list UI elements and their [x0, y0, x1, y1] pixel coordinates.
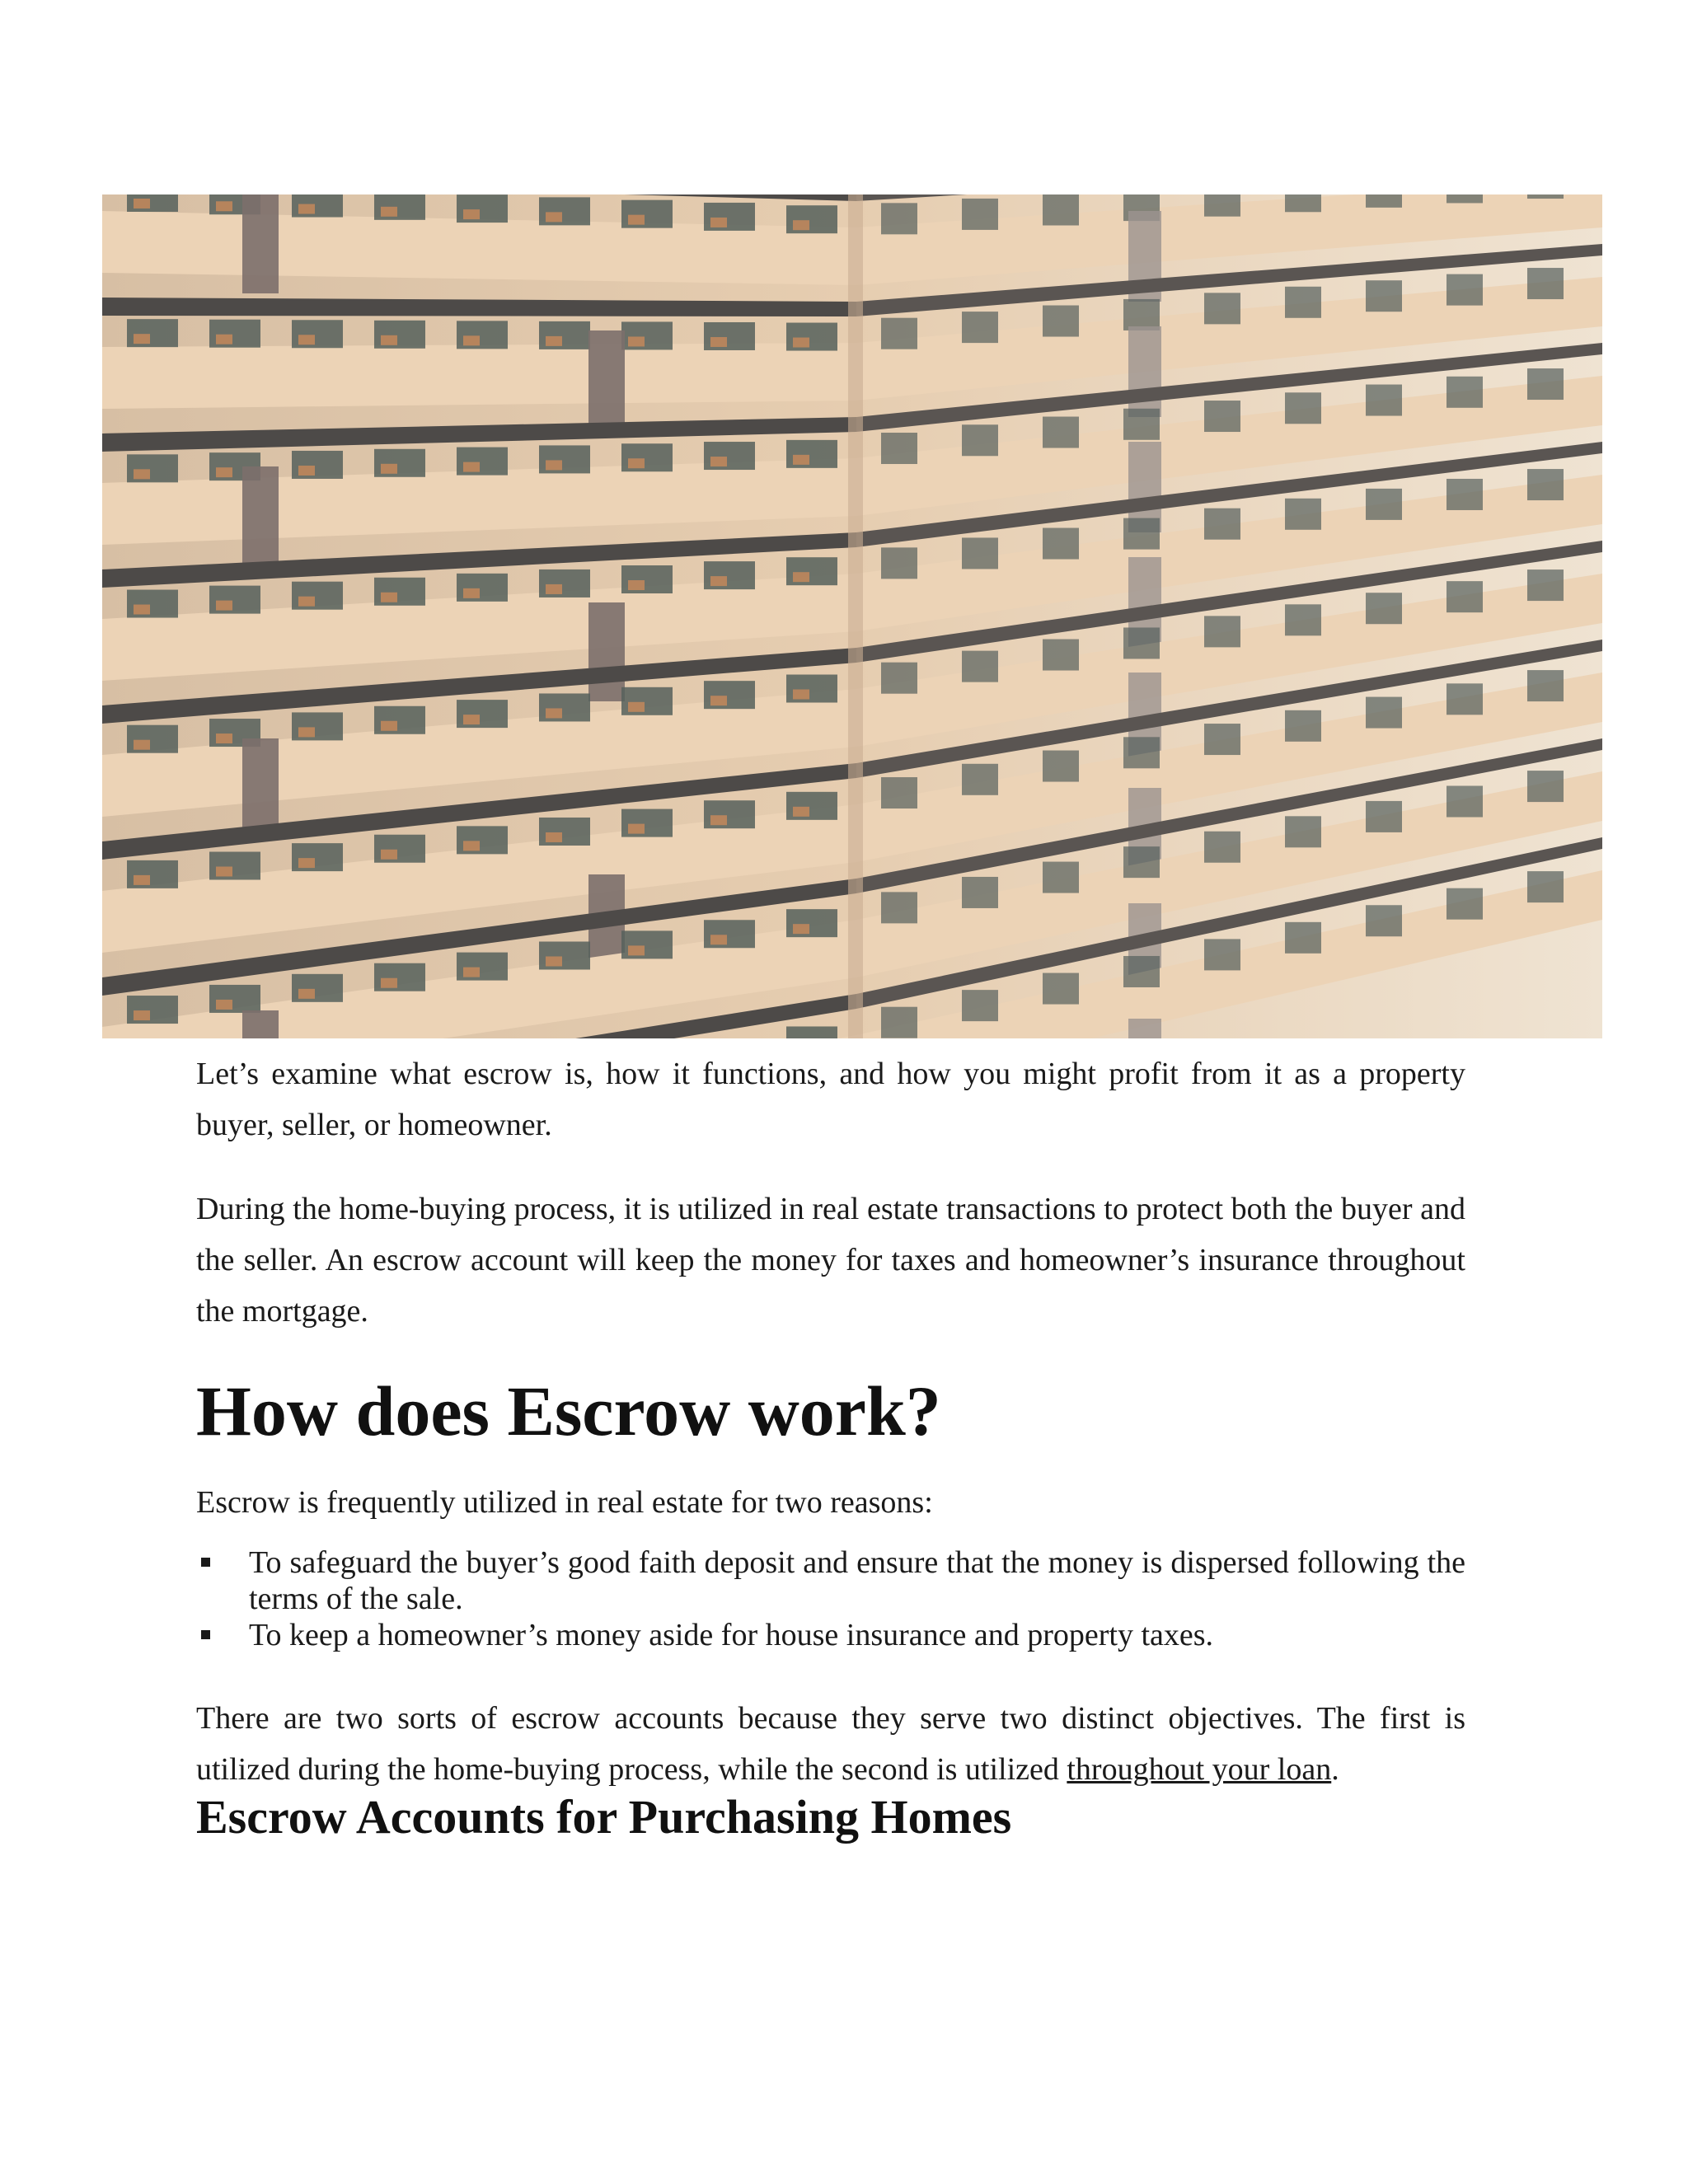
square-bullet-icon — [201, 1558, 210, 1567]
hero-image — [102, 194, 1602, 1038]
reasons-list — [196, 1544, 1465, 1653]
escrow-purpose-paragraph: During the home-buying process, it is utilized in real estate transactions to protect both the buyer and the seller. An escrow account will keep the money for taxes and homeowner’s insurance throughout the mortgage. — [196, 1192, 1465, 1329]
throughout-your-loan-link[interactable]: throughout your loan — [1067, 1752, 1332, 1787]
intro-paragraph: Let’s examine what escrow is, how it functions, and how you might profit from it as a property buyer, seller, or homeowner. — [196, 1057, 1465, 1142]
purchasing-homes-heading: Escrow Accounts for Purchasing Homes — [196, 1790, 1012, 1844]
account-types-paragraph: There are two sorts of escrow accounts because they serve two distinct objectives. The first is utilized during the home-buying process, while the second is utilized throughout your loan. — [196, 1701, 1465, 1787]
square-bullet-icon — [201, 1630, 210, 1639]
article-content — [196, 1048, 1465, 1844]
how-escrow-works-heading: How does Escrow work? — [196, 1371, 941, 1451]
reasons-intro-paragraph: Escrow is frequently utilized in real estate for two reasons: — [196, 1485, 933, 1520]
list-item: To keep a homeowner’s money aside for house insurance and property taxes. — [196, 1617, 1465, 1653]
list-item: To safeguard the buyer’s good faith deposit and ensure that the money is dispersed following the terms of the sale. — [196, 1544, 1465, 1617]
building-photo — [102, 194, 1602, 1038]
